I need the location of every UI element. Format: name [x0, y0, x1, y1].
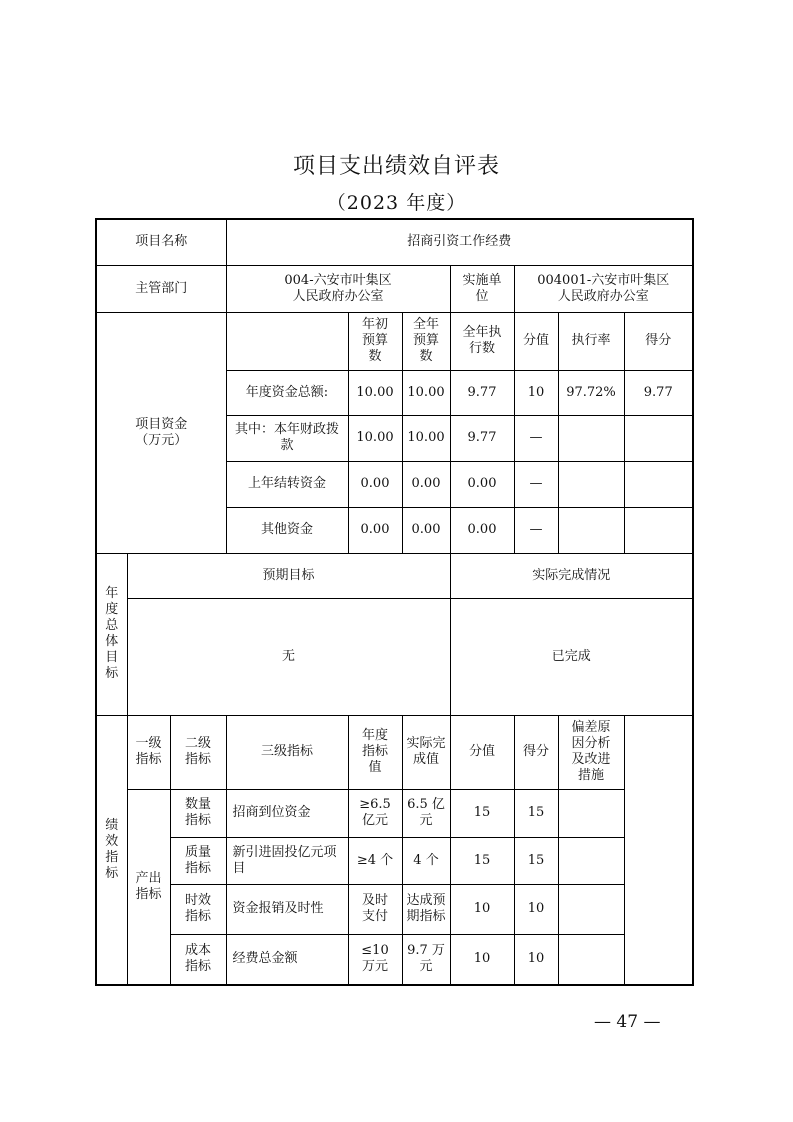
funds-cell	[624, 415, 693, 461]
ind-deviation	[558, 884, 624, 934]
ind-header-score-value: 分值	[450, 715, 514, 789]
ind-target: ≤10 万元	[348, 934, 402, 985]
dept-label: 主管部门	[96, 265, 226, 312]
ind-header-target: 年度 指标 值	[348, 715, 402, 789]
ind-score: 15	[514, 789, 558, 837]
annual-goals-label: 年 度 总 体 目 标	[96, 553, 127, 715]
performance-indicators-label: 绩 效 指 标	[96, 715, 127, 985]
funds-row-label: 其他资金	[226, 507, 348, 553]
ind-score-value: 10	[450, 884, 514, 934]
ind-deviation	[558, 789, 624, 837]
ind-level2: 数量 指标	[170, 789, 226, 837]
funds-header-score-value: 分值	[514, 312, 558, 370]
funds-cell: 10.00	[348, 415, 402, 461]
ind-score-value: 15	[450, 789, 514, 837]
funds-header-initial: 年初 预算 数	[348, 312, 402, 370]
ind-header-level2: 二级 指标	[170, 715, 226, 789]
funds-cell: —	[514, 461, 558, 507]
output-indicator-label: 产出 指标	[127, 789, 170, 985]
impl-unit-label: 实施单 位	[450, 265, 514, 312]
ind-level2: 成本 指标	[170, 934, 226, 985]
funds-cell: —	[514, 507, 558, 553]
project-name-label: 项目名称	[96, 219, 226, 265]
ind-level3: 资金报销及时性	[226, 884, 348, 934]
ind-actual: 达成预 期指标	[402, 884, 450, 934]
ind-header-score: 得分	[514, 715, 558, 789]
dept-value: 004-六安市叶集区 人民政府办公室	[226, 265, 450, 312]
funds-cell: 97.72%	[558, 370, 624, 415]
funds-cell: 0.00	[402, 461, 450, 507]
ind-score: 15	[514, 837, 558, 884]
ind-actual: 9.7 万元	[402, 934, 450, 985]
impl-unit-value: 004001-六安市叶集区 人民政府办公室	[514, 265, 693, 312]
ind-level3: 经费总金额	[226, 934, 348, 985]
ind-deviation	[558, 934, 624, 985]
funds-cell: 0.00	[402, 507, 450, 553]
funds-cell: 0.00	[348, 507, 402, 553]
ind-score-value: 15	[450, 837, 514, 884]
self-evaluation-table	[95, 218, 694, 986]
funds-cell: 0.00	[348, 461, 402, 507]
actual-completion-value: 已完成	[450, 598, 693, 715]
ind-deviation	[558, 837, 624, 884]
funds-cell: 9.77	[624, 370, 693, 415]
ind-target: ≥6.5 亿元	[348, 789, 402, 837]
funds-row-label: 其中：本年财政拨 款	[226, 415, 348, 461]
funds-row-label: 上年结转资金	[226, 461, 348, 507]
funds-header-blank	[226, 312, 348, 370]
funds-cell: 10.00	[402, 415, 450, 461]
page-number: — 47 —	[594, 1012, 661, 1032]
funds-cell	[558, 415, 624, 461]
funds-cell: 10.00	[402, 370, 450, 415]
project-name-value: 招商引资工作经费	[226, 219, 693, 265]
ind-header-deviation: 偏差原 因分析 及改进 措施	[558, 715, 624, 789]
funds-cell: 9.77	[450, 415, 514, 461]
funds-cell: 0.00	[450, 461, 514, 507]
funds-cell	[558, 507, 624, 553]
funds-header-rate: 执行率	[558, 312, 624, 370]
ind-score: 10	[514, 934, 558, 985]
funds-cell: 10	[514, 370, 558, 415]
ind-header-level1: 一级 指标	[127, 715, 170, 789]
funds-cell: 10.00	[348, 370, 402, 415]
ind-level2: 质量 指标	[170, 837, 226, 884]
ind-target: ≥4 个	[348, 837, 402, 884]
funds-header-annual: 全年 预算 数	[402, 312, 450, 370]
page-subtitle: （2023 年度）	[326, 192, 467, 214]
funds-cell: 0.00	[450, 507, 514, 553]
funds-cell	[558, 461, 624, 507]
expected-goal-value: 无	[127, 598, 450, 715]
ind-header-actual: 实际完 成值	[402, 715, 450, 789]
funds-cell: —	[514, 415, 558, 461]
funds-cell: 9.77	[450, 370, 514, 415]
funds-label: 项目资金 （万元）	[96, 312, 226, 553]
actual-completion-label: 实际完成情况	[450, 553, 693, 598]
funds-cell	[624, 507, 693, 553]
funds-row-label: 年度资金总额:	[226, 370, 348, 415]
page-title: 项目支出绩效自评表	[292, 154, 500, 179]
funds-cell	[624, 461, 693, 507]
ind-actual: 4 个	[402, 837, 450, 884]
ind-header-level3: 三级指标	[226, 715, 348, 789]
ind-actual: 6.5 亿元	[402, 789, 450, 837]
ind-score: 10	[514, 884, 558, 934]
ind-target: 及时 支付	[348, 884, 402, 934]
ind-level3: 新引进固投亿元项目	[226, 837, 348, 884]
ind-level2: 时效 指标	[170, 884, 226, 934]
funds-header-executed: 全年执 行数	[450, 312, 514, 370]
ind-score-value: 10	[450, 934, 514, 985]
funds-header-score: 得分	[624, 312, 693, 370]
expected-goal-label: 预期目标	[127, 553, 450, 598]
ind-level3: 招商到位资金	[226, 789, 348, 837]
